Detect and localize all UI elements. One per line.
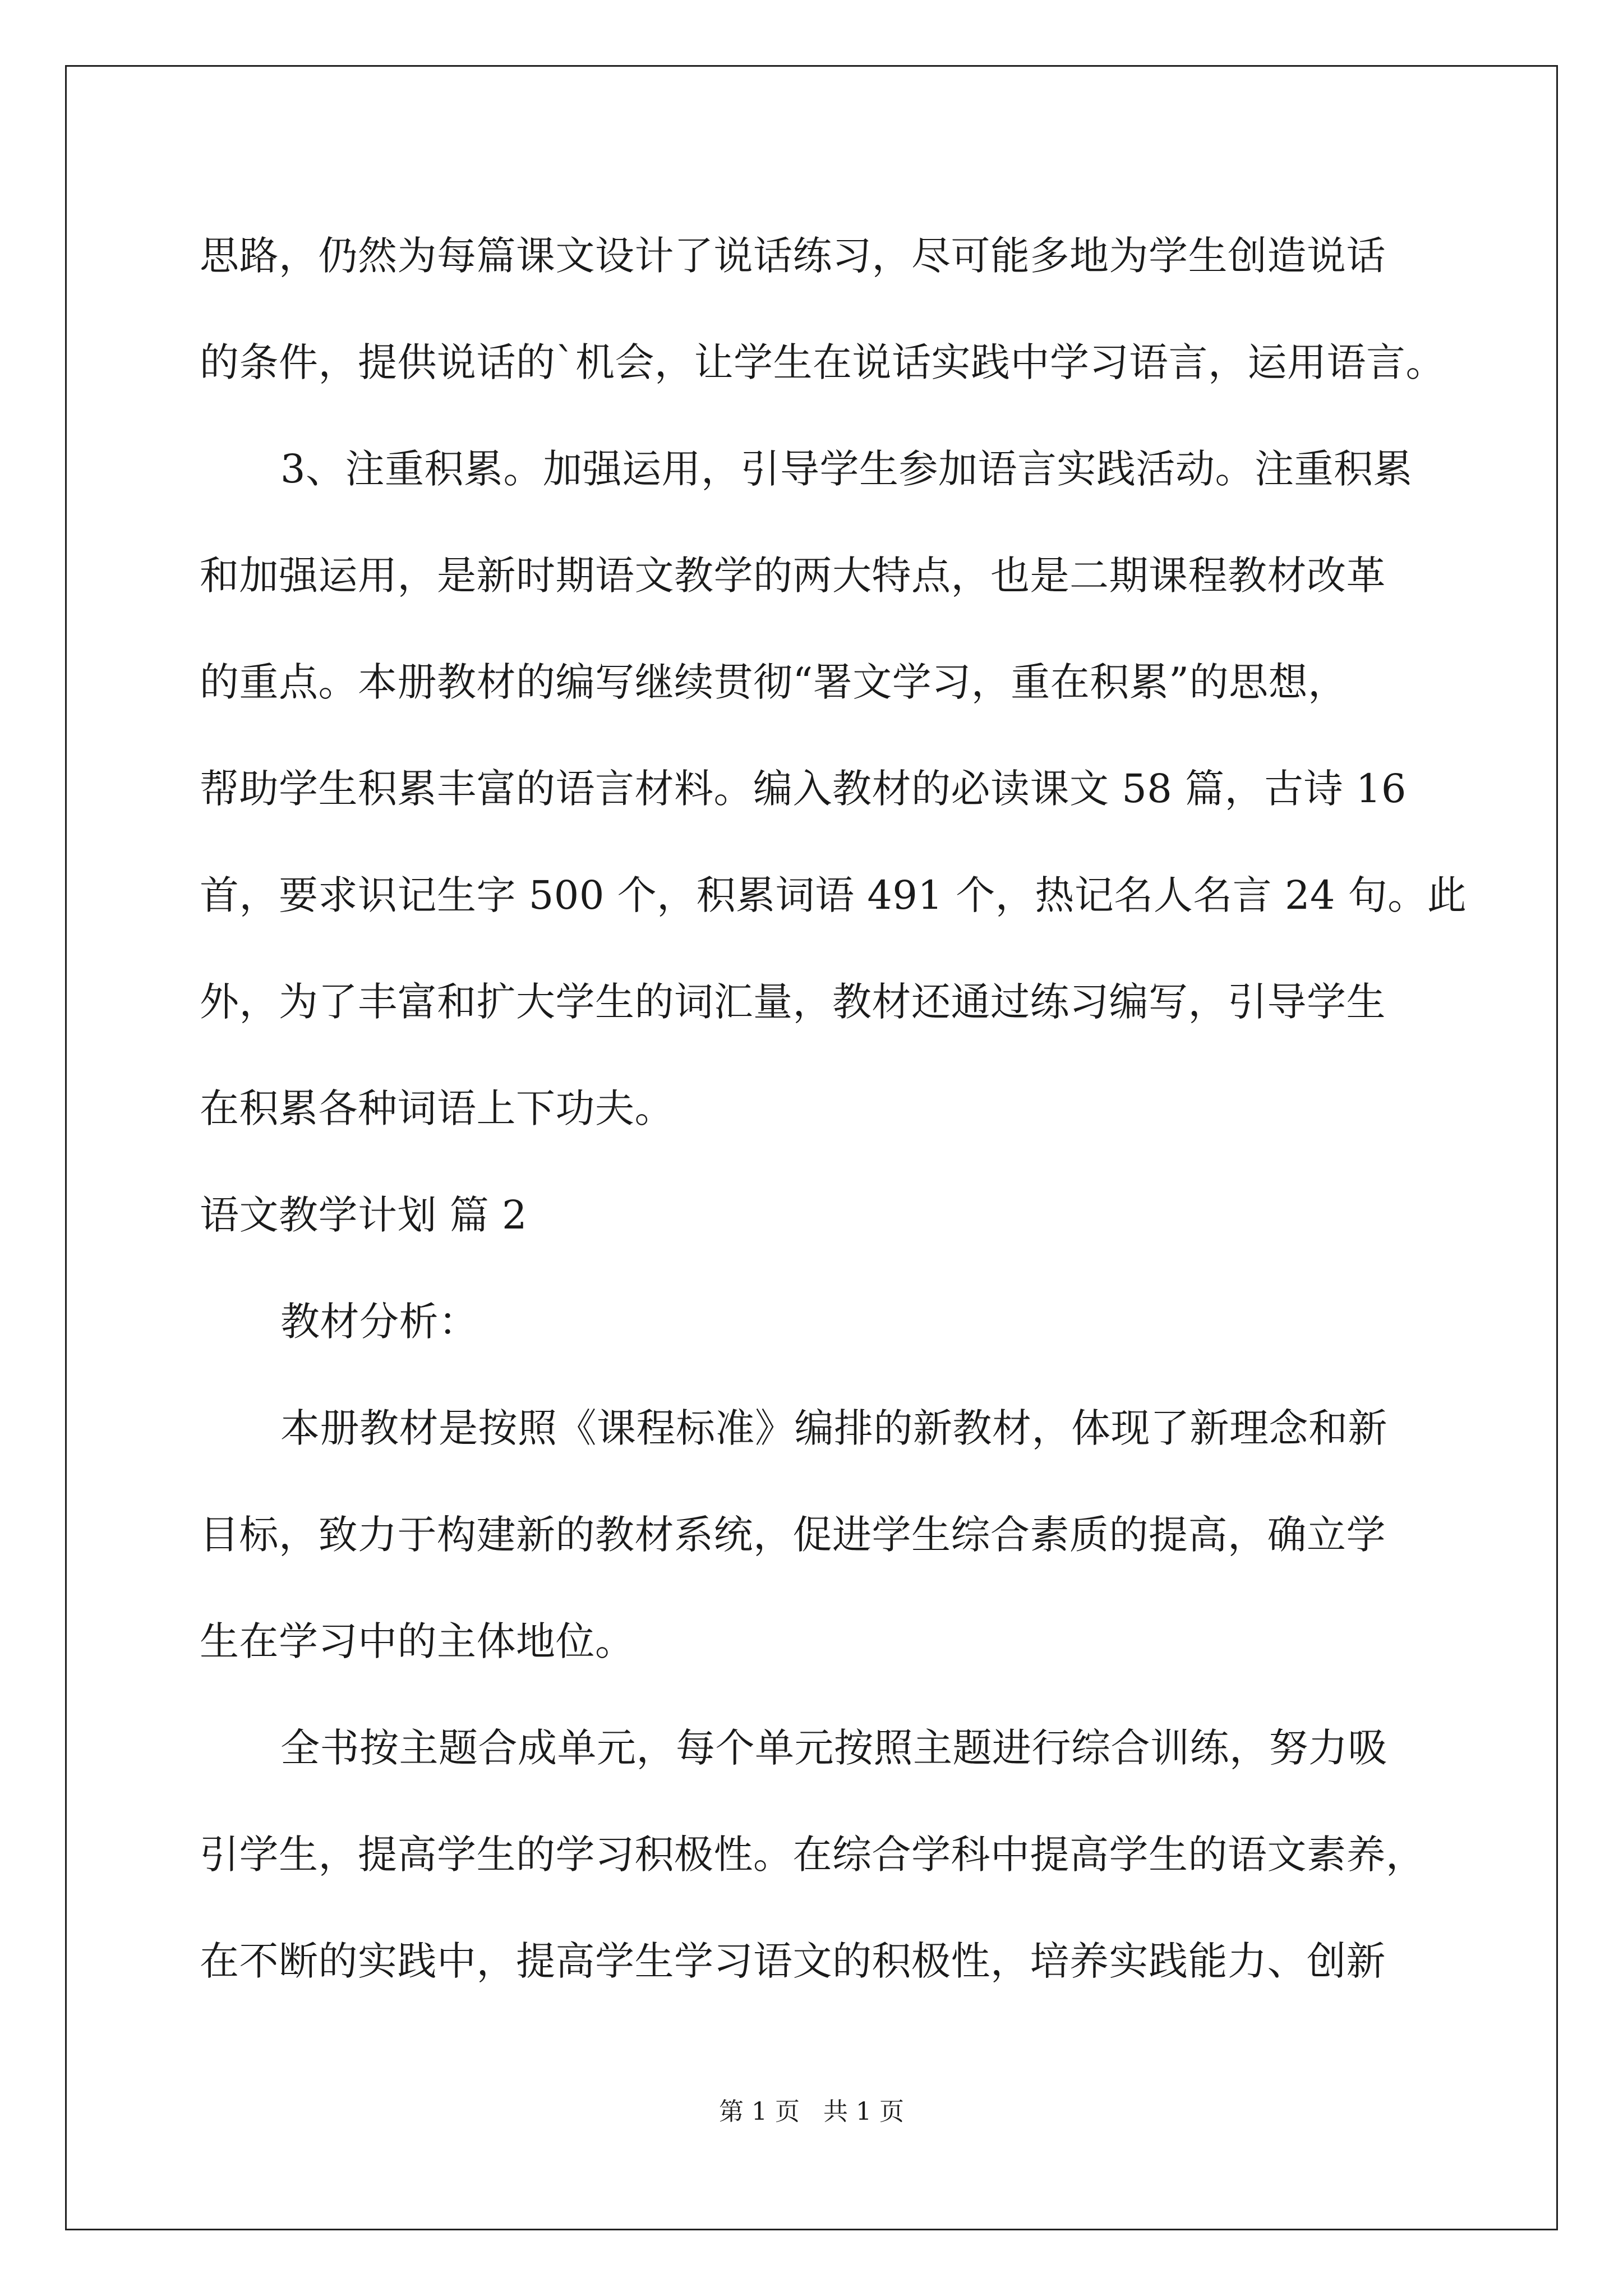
paragraph-start-line: 3、注重积累。加强运用，引导学生参加语言实践活动。注重积累 (280, 446, 1413, 492)
page-border (65, 65, 1558, 2230)
text-line: 引学生，提高学生的学习积极性。在综合学科中提高学生的语文素养， (200, 1832, 1426, 1878)
text-line: 的条件，提供说话的`机会，让学生在说话实践中学习语言，运用语言。 (200, 339, 1445, 385)
page-number-footer: 第 1 页 共 1 页 (719, 2097, 904, 2126)
subheading: 教材分析： (280, 1299, 478, 1345)
text-line: 在不断的实践中，提高学生学习语文的积极性，培养实践能力、创新 (200, 1938, 1386, 1984)
text-line: 帮助学生积累丰富的语言材料。编入教材的必读课文 58 篇，古诗 16 (200, 766, 1407, 812)
text-line: 生在学习中的主体地位。 (200, 1618, 635, 1664)
paragraph-start-line: 本册教材是按照《课程标准》编排的新教材，体现了新理念和新 (280, 1405, 1387, 1451)
text-line: 首，要求识记生字 500 个，积累词语 491 个，热记名人名言 24 句。此 (200, 872, 1467, 918)
text-line: 思路，仍然为每篇课文设计了说话练习，尽可能多地为学生创造说话 (200, 233, 1386, 279)
text-line: 和加强运用，是新时期语文教学的两大特点，也是二期课程教材改革 (200, 553, 1386, 599)
paragraph-start-line: 全书按主题合成单元，每个单元按照主题进行综合训练，努力吸 (280, 1725, 1387, 1771)
text-line: 的重点。本册教材的编写继续贯彻“署文学习，重在积累”的思想， (200, 659, 1348, 705)
text-line: 在积累各种词语上下功夫。 (200, 1085, 674, 1131)
text-line: 目标，致力于构建新的教材系统，促进学生综合素质的提高，确立学 (200, 1512, 1386, 1558)
text-line: 外，为了丰富和扩大学生的词汇量，教材还通过练习编写，引导学生 (200, 979, 1386, 1025)
section-heading: 语文教学计划 篇 2 (200, 1192, 528, 1238)
